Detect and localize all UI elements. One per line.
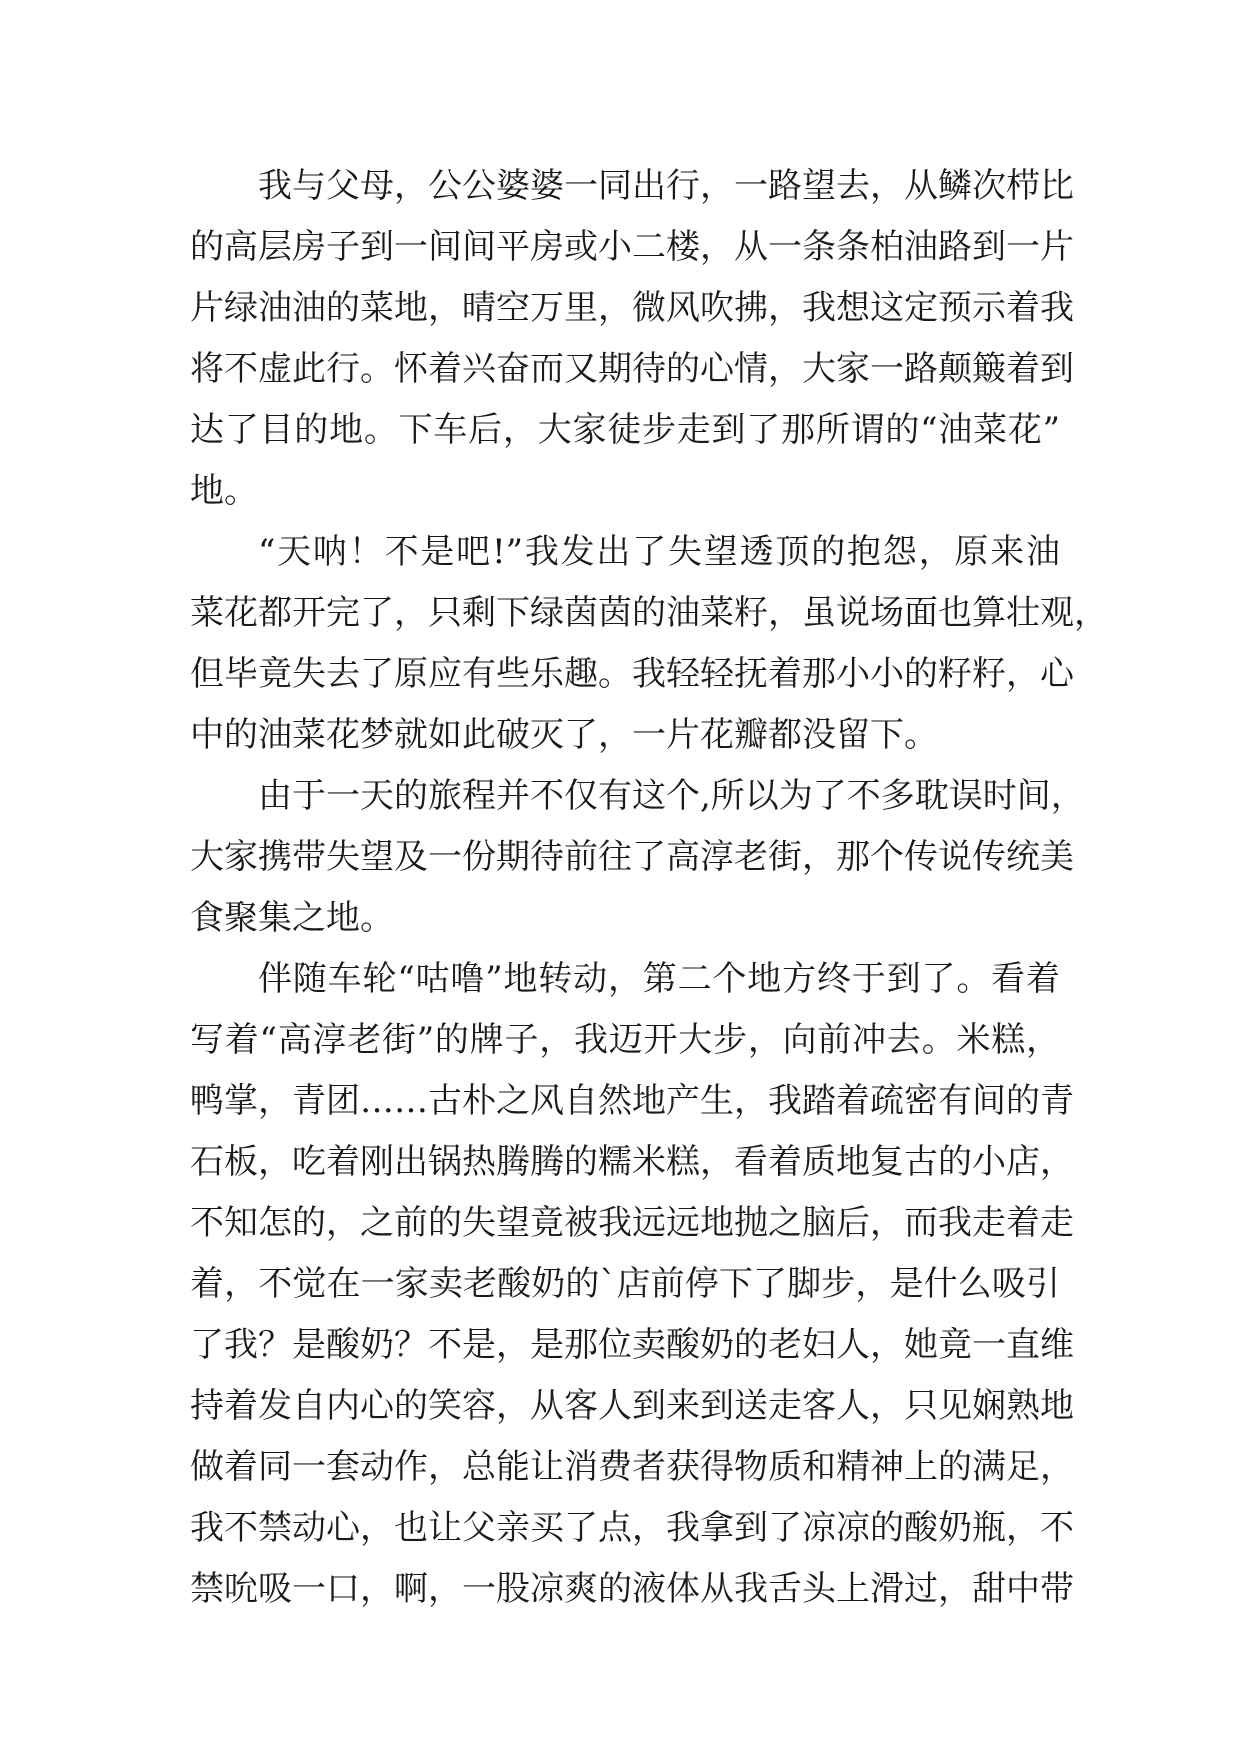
paragraph-2-line-4: 中的油菜花梦就如此破灭了，一片花瓣都没留下。 <box>190 715 938 755</box>
paragraph-4-line-9: 做着同一套动作，总能让消费者获得物质和精神上的满足， <box>190 1447 1074 1487</box>
paragraph-4-line-5: 不知怎的，之前的失望竟被我远远地抛之脑后，而我走着走 <box>190 1203 1074 1243</box>
paragraph-4-line-8: 持着发自内心的笑容，从客人到来到送走客人，只见娴熟地 <box>190 1386 1074 1426</box>
paragraph-4-line-1: 伴随车轮“咕噜”地转动，第二个地方终于到了。看着 <box>258 959 1060 999</box>
paragraph-4-line-2: 写着“高淳老街”的牌子，我迈开大步，向前冲去。米糕， <box>190 1020 1060 1060</box>
paragraph-4-line-3: 鸭掌，青团……古朴之风自然地产生，我踏着疏密有间的青 <box>190 1081 1074 1121</box>
paragraph-3-line-3: 食聚集之地。 <box>190 898 394 938</box>
paragraph-1-line-6: 地。 <box>190 471 258 511</box>
document-body <box>190 156 1108 1620</box>
paragraph-1-line-1: 我与父母，公公婆婆一同出行，一路望去，从鳞次栉比 <box>258 166 1074 206</box>
paragraph-1-line-4: 将不虚此行。怀着兴奋而又期待的心情，大家一路颠簸着到 <box>190 349 1074 389</box>
paragraph-3-line-1: 由于一天的旅程并不仅有这个,所以为了不多耽误时间， <box>258 776 1085 816</box>
paragraph-2-line-2: 菜花都开完了，只剩下绿茵茵的油菜籽，虽说场面也算壮观， <box>190 593 1108 633</box>
paragraph-1-line-3: 片绿油油的菜地，晴空万里，微风吹拂，我想这定预示着我 <box>190 288 1074 328</box>
paragraph-4-line-4: 石板，吃着刚出锅热腾腾的糯米糕，看着质地复古的小店， <box>190 1142 1074 1182</box>
paragraph-1-line-2: 的高层房子到一间间平房或小二楼，从一条条柏油路到一片 <box>190 227 1074 267</box>
paragraph-1-line-5: 达了目的地。下车后，大家徒步走到了那所谓的“油菜花” <box>190 410 1060 450</box>
paragraph-4-line-11: 禁吮吸一口，啊，一股凉爽的液体从我舌头上滑过，甜中带 <box>190 1569 1074 1609</box>
paragraph-4-line-7: 了我？是酸奶？不是，是那位卖酸奶的老妇人，她竟一直维 <box>190 1325 1074 1365</box>
paragraph-4-line-10: 我不禁动心，也让父亲买了点，我拿到了凉凉的酸奶瓶，不 <box>190 1508 1074 1548</box>
paragraph-4-line-6: 着，不觉在一家卖老酸奶的`店前停下了脚步，是什么吸引 <box>190 1264 1060 1304</box>
paragraph-2-line-3: 但毕竟失去了原应有些乐趣。我轻轻抚着那小小的籽籽，心 <box>190 654 1074 694</box>
paragraph-3-line-2: 大家携带失望及一份期待前往了高淳老街，那个传说传统美 <box>190 837 1074 877</box>
paragraph-2-line-1: “天呐！不是吧!”我发出了失望透顶的抱怨，原来油 <box>258 532 1060 572</box>
